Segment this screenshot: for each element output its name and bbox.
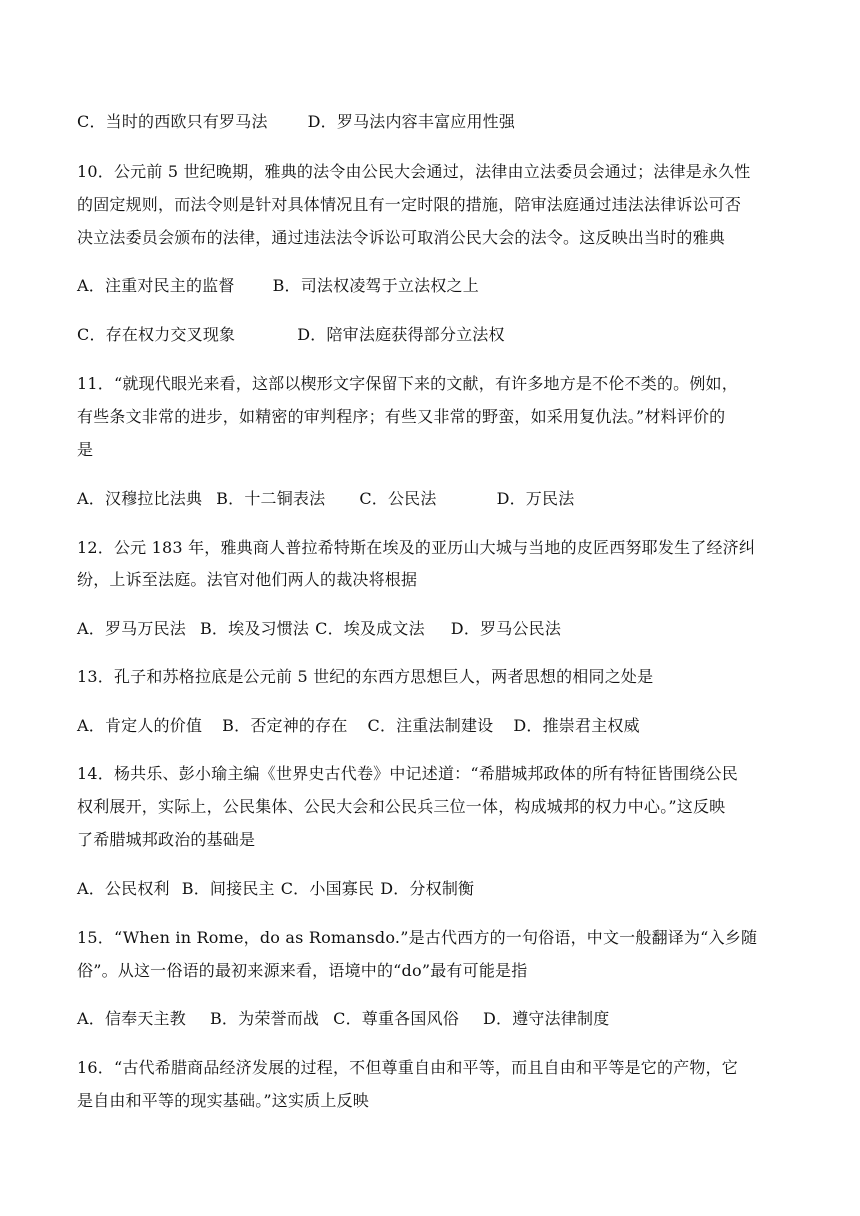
q10-stem-line-1: 10．公元前 5 世纪晚期，雅典的法令由公民大会通过，法律由立法委员会通过；法律是永久性 (77, 162, 751, 181)
q10-option-c: C．存在权力交叉现象 (77, 325, 236, 344)
q10-option-d: D．陪审法庭获得部分立法权 (297, 325, 505, 344)
q13-option-b: B．否定神的存在 (222, 716, 348, 735)
q11-stem-line-2: 有些条文非常的进步，如精密的审判程序；有些又非常的野蛮，如采用复仇法。”材料评价的 (77, 407, 726, 426)
q14-stem-line-1: 14．杨共乐、彭小瑜主编《世界史古代卷》中记述道：“希腊城邦政体的所有特征皆围绕公民 (77, 764, 738, 783)
q13-stem: 13．孔子和苏格拉底是公元前 5 世纪的东西方思想巨人，两者思想的相同之处是 (77, 667, 654, 686)
q16-stem-line-2: 是自由和平等的现实基础。”这实质上反映 (77, 1091, 369, 1110)
q10-option-b: B．司法权凌驾于立法权之上 (272, 276, 479, 295)
q9-option-c: C．当时的西欧只有罗马法 (77, 112, 268, 131)
q12-option-d: D．罗马公民法 (450, 619, 562, 638)
q14-option-a: A．公民权利 (77, 879, 170, 898)
q11-option-a: A．汉穆拉比法典 (77, 489, 203, 508)
q10-stem-line-2: 的固定规则，而法令则是针对具体情况且有一定时限的措施，陪审法庭通过违法法律诉讼可否 (77, 195, 742, 214)
q14-options (77, 879, 787, 899)
q15-stem-line-1: 15．“When in Rome，do as Romansdo.”是古代西方的一句俗语，中文一般翻译为“入乡随 (77, 928, 758, 947)
q11-option-c: C．公民法 (359, 489, 437, 508)
q10-option-a: A．注重对民主的监督 (77, 276, 235, 295)
q14-option-c: C．小国寡民 (280, 879, 375, 898)
q12-option-c: C．埃及成文法 (315, 619, 425, 638)
q15-option-b: B．为荣誉而战 (209, 1009, 320, 1028)
q10-stem-line-3: 决立法委员会颁布的法律，通过违法法令诉讼可取消公民大会的法令。这反映出当时的雅典 (77, 228, 726, 247)
q9-options (77, 112, 787, 132)
q11-option-d: D．万民法 (496, 489, 575, 508)
q14-stem-line-2: 权利展开，实际上，公民集体、公民大会和公民兵三位一体，构成城邦的权力中心。”这反映 (77, 797, 726, 816)
q14-stem-line-3: 了希腊城邦政治的基础是 (77, 830, 256, 849)
q13-option-d: D．推崇君主权威 (513, 716, 640, 735)
q12-stem-line-2: 纷，上诉至法庭。法官对他们两人的裁决将根据 (77, 570, 418, 589)
q11-options (77, 489, 787, 509)
q9-option-d: D．罗马法内容丰富应用性强 (307, 112, 516, 131)
q12-stem-line-1: 12．公元 183 年，雅典商人普拉希特斯在埃及的亚历山大城与当地的皮匠西努耶发生了经济纠 (77, 538, 756, 557)
q15-stem-line-2: 俗”。从这一俗语的最初来源来看，语境中的“do”最有可能是指 (77, 961, 528, 980)
q13-options (77, 716, 787, 736)
q12-options (77, 619, 787, 639)
q11-stem-line-1: 11．“就现代眼光来看，这部以楔形文字保留下来的文献，有许多地方是不伦不类的。例如， (77, 374, 738, 393)
q13-option-a: A．肯定人的价值 (77, 716, 203, 735)
q13-option-c: C．注重法制建设 (367, 716, 494, 735)
q14-option-b: B．间接民主 (181, 879, 275, 898)
q15-options (77, 1009, 787, 1029)
q12-option-b: B．埃及习惯法 (199, 619, 310, 638)
q15-option-d: D．遵守法律制度 (482, 1009, 610, 1028)
q12-option-a: A．罗马万民法 (77, 619, 186, 638)
q11-option-b: B．十二铜表法 (216, 489, 326, 508)
q15-option-c: C．尊重各国风俗 (333, 1009, 459, 1028)
q16-stem-line-1: 16．“古代希腊商品经济发展的过程，不但尊重自由和平等，而且自由和平等是它的产物，它 (77, 1058, 738, 1077)
q15-option-a: A．信奉天主教 (77, 1009, 186, 1028)
q14-option-d: D．分权制衡 (380, 879, 475, 898)
q10-options-row-2 (77, 325, 787, 345)
q11-stem-line-3: 是 (77, 440, 94, 459)
q10-options-row-1 (77, 276, 787, 296)
